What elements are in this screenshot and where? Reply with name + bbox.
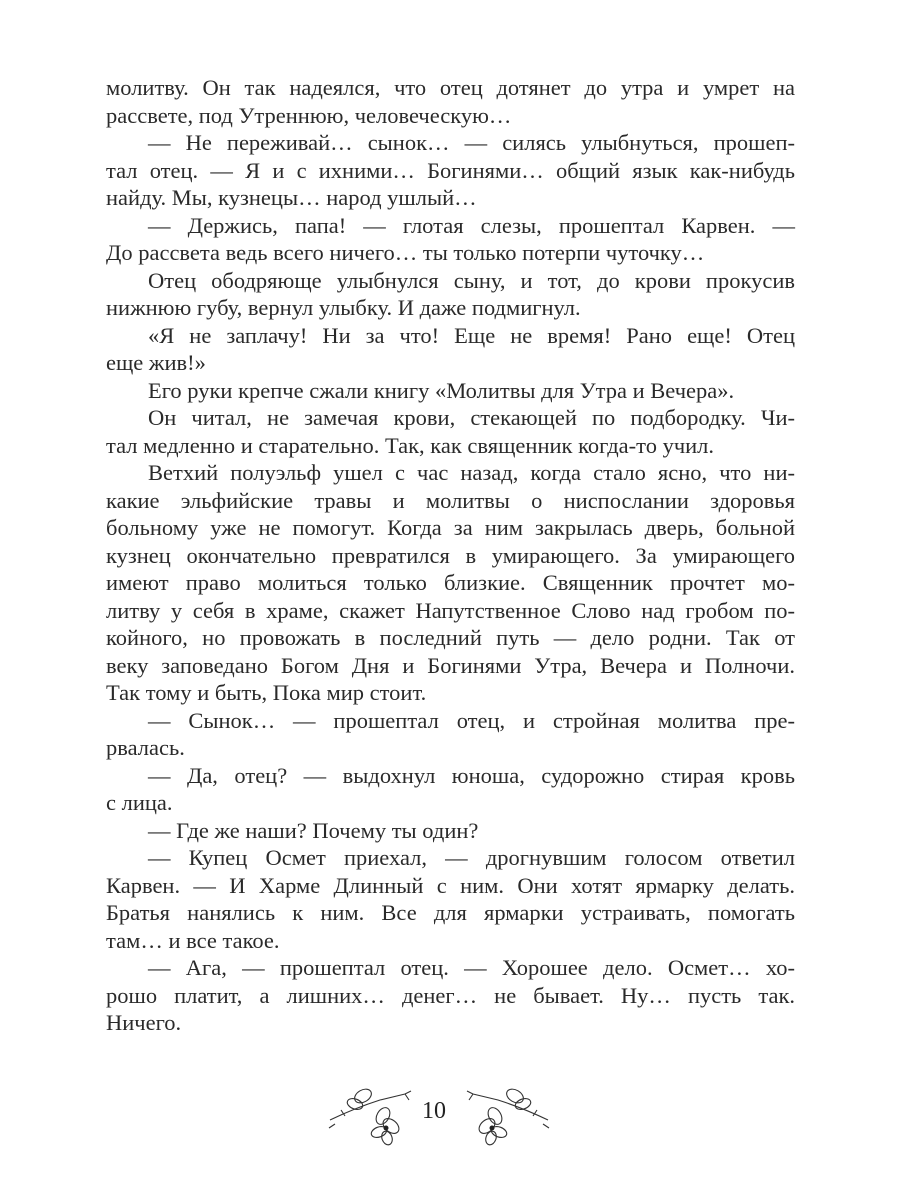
- paragraph: [106, 212, 795, 267]
- paragraph: [106, 322, 795, 377]
- text-line: найду. Мы, кузнецы… народ ушлый…: [106, 185, 477, 210]
- paragraph: [106, 74, 795, 129]
- text-line: Его руки крепче сжали книгу «Молитвы для Утра и Вечера».: [148, 377, 735, 403]
- paragraph: [106, 954, 795, 1037]
- magnolia-branch-right-icon: [463, 1080, 553, 1150]
- text-line: кузнец окончательно превратился в умирающего. За умирающего: [106, 542, 795, 568]
- text-line: тал отец. — Я и с ихними… Богинями… общий язык как-нибудь: [106, 157, 795, 183]
- paragraph: [106, 129, 795, 212]
- magnolia-branch-left-icon: [325, 1080, 415, 1150]
- text-line: веку заповедано Богом Дня и Богинями Утра, Вечера и Полночи.: [106, 652, 795, 678]
- text-line: еще жив!»: [106, 350, 206, 375]
- text-line: — Где же наши? Почему ты один?: [148, 817, 479, 843]
- text-line: Карвен. — И Харме Длинный с ним. Они хотят ярмарку делать.: [106, 872, 795, 898]
- text-line: имеют право молиться только близкие. Священник прочтет мо-: [106, 570, 795, 595]
- text-line: больному уже не помогут. Когда за ним закрылась дверь, больной: [106, 515, 795, 540]
- text-line: нижнюю губу, вернул улыбку. И даже подмигнул.: [106, 295, 581, 320]
- text-line: — Ага, — прошептал отец. — Хорошее дело. Осмет… хо-: [148, 955, 795, 980]
- text-line: Так тому и быть, Пока мир стоит.: [106, 680, 427, 705]
- page-footer: [0, 1080, 900, 1150]
- text-line: какие эльфийские травы и молитвы о ниспослании здоровья: [106, 487, 795, 513]
- text-line: рассвете, под Утреннюю, человеческую…: [106, 102, 512, 128]
- text-line: Братья нанялись к ним. Все для ярмарки устраивать, помогать: [106, 900, 795, 925]
- text-line: Отец ободряюще улыбнулся сыну, и тот, до крови прокусив: [148, 267, 795, 293]
- text-line: «Я не заплачу! Ни за что! Еще не время! Рано еще! Отец: [148, 322, 795, 348]
- page-number: 10: [422, 1098, 446, 1124]
- paragraph: [106, 817, 795, 845]
- paragraph: [106, 707, 795, 762]
- paragraph: [106, 762, 795, 817]
- text-line: До рассвета ведь всего ничего… ты только потерпи чуточку…: [106, 240, 705, 265]
- text-line: Ветхий полуэльф ушел с час назад, когда стало ясно, что ни-: [148, 460, 795, 485]
- text-line: там… и все такое.: [106, 927, 280, 953]
- paragraph: [106, 404, 795, 459]
- text-line: — Держись, папа! — глотая слезы, прошептал Карвен. —: [148, 212, 795, 238]
- paragraph: [106, 377, 795, 405]
- text-line: литву у себя в храме, скажет Напутственное Слово над гробом по-: [106, 597, 795, 623]
- text-line: с лица.: [106, 790, 173, 815]
- text-line: рошо платит, а лишних… денег… не бывает. Ну… пусть так.: [106, 982, 795, 1008]
- text-line: — Купец Осмет приехал, — дрогнувшим голосом ответил: [148, 845, 795, 870]
- text-line: Ничего.: [106, 1010, 182, 1035]
- text-line: — Не переживай… сынок… — силясь улыбнуться, прошеп-: [148, 130, 795, 155]
- paragraph: [106, 844, 795, 954]
- page-body-text: [106, 74, 795, 1037]
- text-line: — Сынок… — прошептал отец, и стройная молитва пре-: [148, 707, 795, 733]
- text-line: койного, но провожать в последний путь — дело родни. Так от: [106, 625, 795, 650]
- text-line: — Да, отец? — выдохнул юноша, судорожно стирая кровь: [148, 762, 795, 788]
- text-line: тал медленно и старательно. Так, как священник когда-то учил.: [106, 432, 715, 458]
- text-line: Он читал, не замечая крови, стекающей по подбородку. Чи-: [148, 405, 795, 430]
- text-line: рвалась.: [106, 735, 185, 760]
- paragraph: [106, 267, 795, 322]
- paragraph: [106, 459, 795, 707]
- text-line: молитву. Он так надеялся, что отец дотянет до утра и умрет на: [106, 75, 795, 100]
